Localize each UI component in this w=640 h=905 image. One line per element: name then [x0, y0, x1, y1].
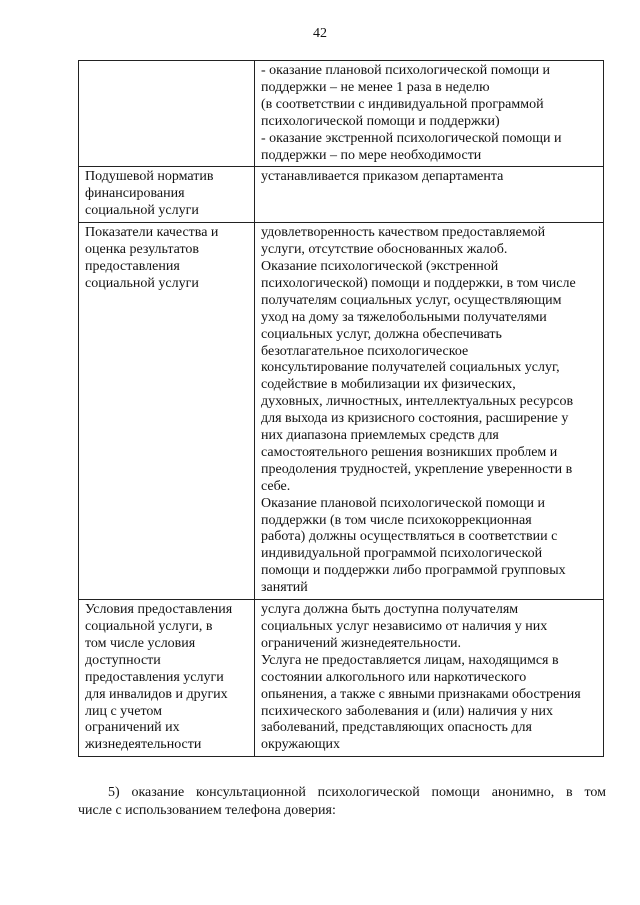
label-line: Показатели качества и — [85, 225, 219, 241]
value-line: содействие в мобилизации их физических, — [261, 377, 516, 393]
label-line: социальной услуги — [85, 203, 199, 219]
label-line: Подушевой норматив — [85, 169, 214, 185]
value-line: занятий — [261, 580, 308, 596]
footer-paragraph — [78, 784, 606, 820]
table-row — [79, 61, 604, 167]
value-line: - оказание экстренной психологической помощи и — [261, 130, 562, 146]
label-line: лиц с учетом — [85, 703, 162, 719]
label-line: Условия предоставления — [85, 602, 233, 618]
label-line: ограничений их — [85, 720, 180, 736]
value-line: психологической помощи и поддержки) — [261, 113, 500, 129]
label-line: предоставления — [85, 258, 180, 274]
value-line: поддержки – по мере необходимости — [261, 147, 482, 163]
label-line: социальной услуги, в — [85, 619, 213, 634]
value-line: ограничений жизнедеятельности. — [261, 635, 462, 651]
value-line: получателям социальных услуг, осуществляющим — [261, 292, 562, 308]
table-row — [79, 167, 604, 223]
value-line: опьянения, а также с явными признаками обострения — [261, 686, 581, 702]
value-line: состоянии алкогольного или наркотического — [261, 669, 527, 685]
value-line: социальных услуг, должна обеспечивать — [261, 326, 502, 342]
label-line: финансирования — [85, 186, 185, 202]
value-line: Услуга не предоставляется лицам, находящимся в — [261, 652, 559, 668]
footer-line-1: 5) оказание консультационной психологической помощи анонимно, в том — [108, 785, 606, 800]
value-line: индивидуальной программой психологической — [261, 546, 543, 562]
value-line: психического заболевания и (или) наличия у них — [261, 703, 553, 719]
label-line: для инвалидов и других — [85, 686, 228, 702]
value-line: уход на дому за тяжелобольными получателями — [261, 309, 547, 325]
value-line: них диапазона приемлемых средств для — [261, 428, 499, 444]
table-row — [79, 223, 604, 600]
row-label-cell — [79, 167, 255, 223]
value-line: окружающих — [261, 737, 341, 753]
label-line: предоставления услуги — [85, 669, 224, 685]
value-line: поддержки – не менее 1 раза в неделю — [261, 79, 490, 95]
label-line: том числе условия — [85, 635, 196, 651]
label-line: оценка результатов — [85, 242, 200, 258]
footer-line-2: числе с использованием телефона доверия: — [78, 803, 336, 818]
row-value-cell — [255, 167, 604, 223]
label-line: жизнедеятельности — [85, 737, 202, 753]
row-label-cell — [79, 61, 255, 167]
value-line: удовлетворенность качеством предоставляемой — [261, 225, 546, 241]
value-line: самостоятельного решения возникших проблем и — [261, 444, 558, 460]
label-line: доступности — [85, 652, 161, 668]
row-value-cell — [255, 600, 604, 757]
value-line: Оказание психологической (экстренной — [261, 258, 499, 274]
value-line: духовных, личностных, интеллектуальных ресурсов — [261, 394, 574, 410]
value-line: помощи и поддержки либо программой групповых — [261, 563, 566, 579]
service-standard-table — [78, 60, 604, 757]
value-line: заболеваний, представляющих опасность для — [261, 720, 532, 736]
value-line: психологической) помощи и поддержки, в том числе — [261, 275, 576, 291]
table-row — [79, 600, 604, 757]
value-line: услуги, отсутствие обоснованных жалоб. — [261, 242, 508, 258]
value-line: преодоления трудностей, укрепление уверенности в — [261, 461, 573, 477]
page-number: 42 — [313, 26, 327, 41]
value-line: - оказание плановой психологической помощи и — [261, 63, 551, 78]
value-line: социальных услуг независимо от наличия у них — [261, 619, 548, 634]
value-line: себе. — [261, 478, 291, 494]
value-line: Оказание плановой психологической помощи и — [261, 495, 545, 511]
value-line: услуга должна быть доступна получателям — [261, 602, 519, 618]
row-value-cell — [255, 223, 604, 600]
value-line: работа) должны осуществляться в соответствии с — [261, 529, 558, 545]
value-line: устанавливается приказом департамента — [261, 169, 504, 185]
label-line: социальной услуги — [85, 275, 199, 291]
row-label-cell — [79, 223, 255, 600]
value-line: для выхода из кризисного состояния, расширение у — [261, 411, 569, 427]
value-line: консультирование получателей социальных услуг, — [261, 360, 560, 376]
row-label-cell — [79, 600, 255, 757]
row-value-cell — [255, 61, 604, 167]
value-line: безотлагательное психологическое — [261, 343, 469, 359]
value-line: поддержки (в том числе психокоррекционная — [261, 512, 532, 528]
value-line: (в соответствии с индивидуальной программой — [261, 96, 544, 112]
